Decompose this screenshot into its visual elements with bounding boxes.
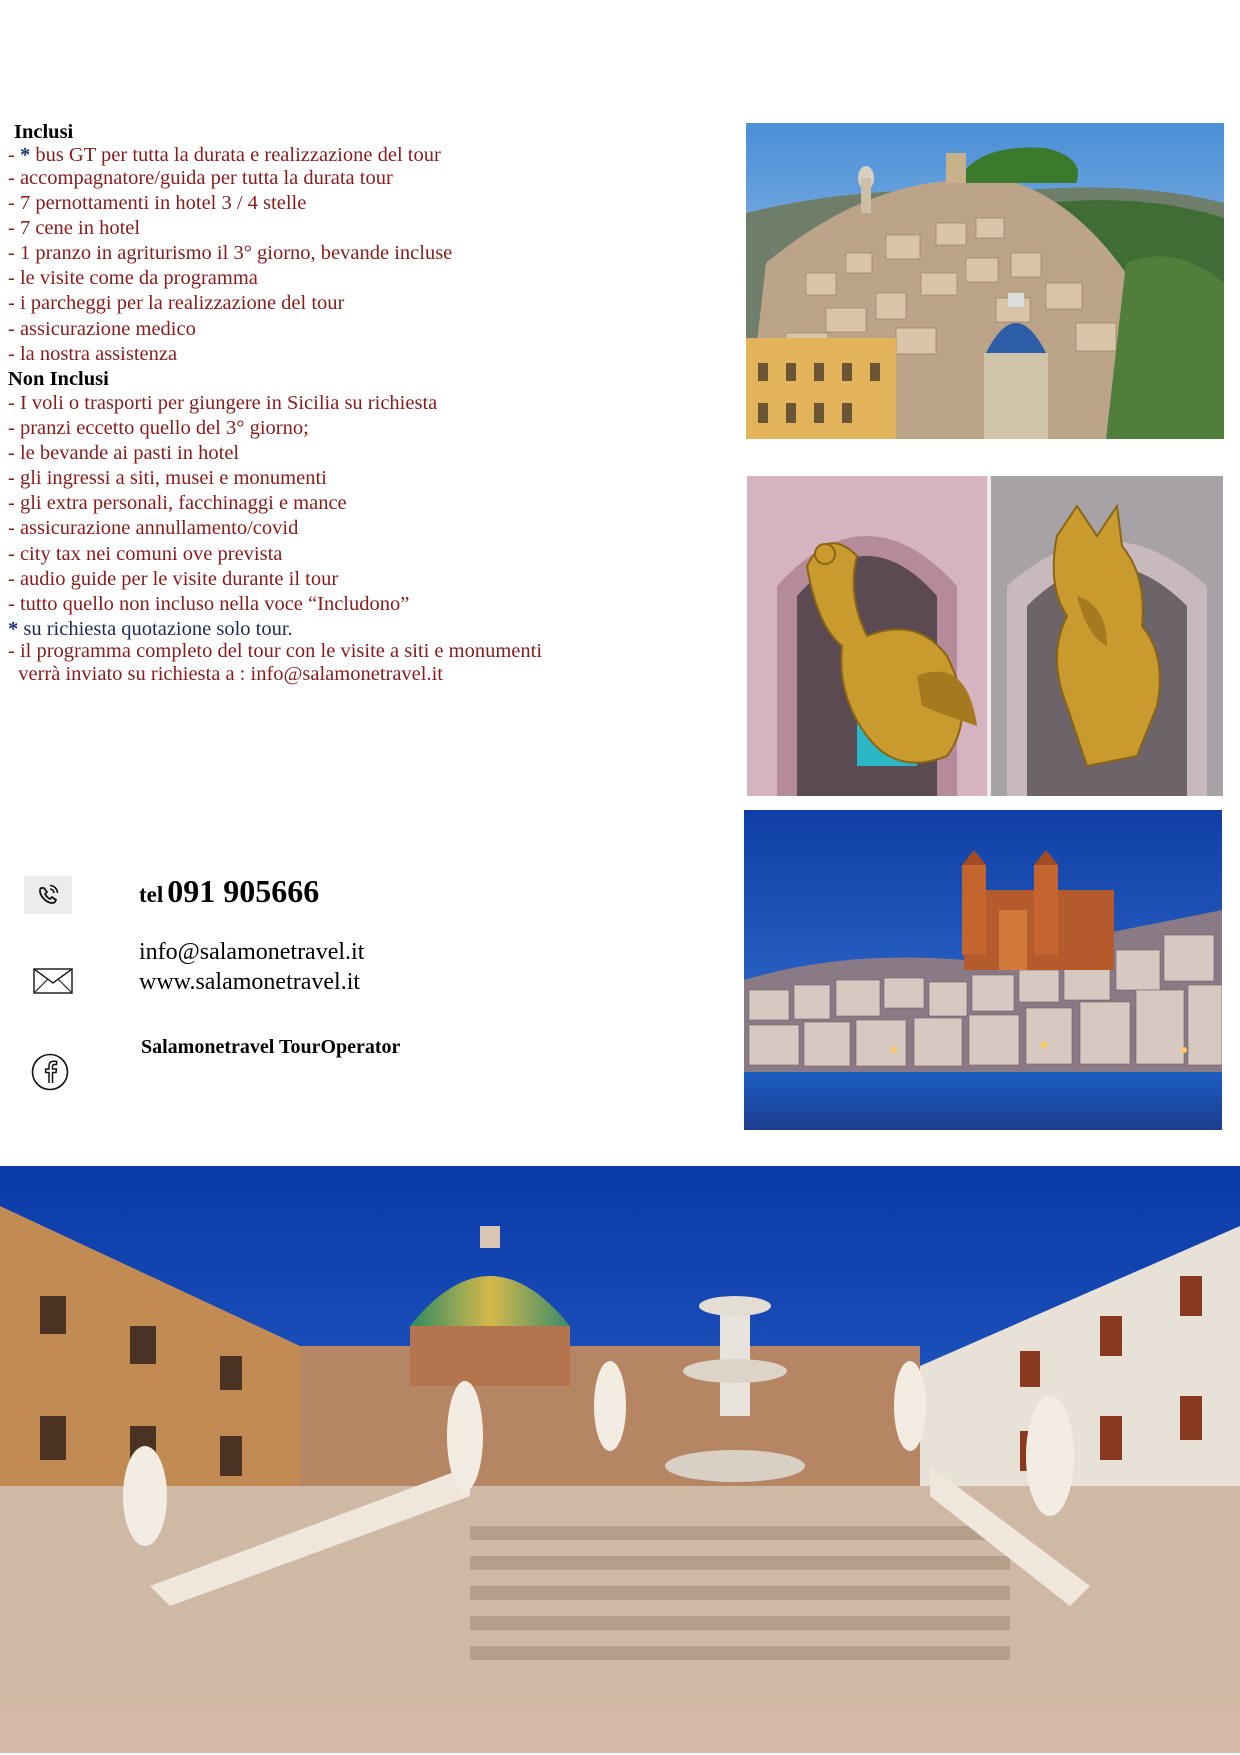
program-note-line2: verrà inviato su richiesta a : info@salamonetravel.it <box>8 663 443 685</box>
list-item: - assicurazione annullamento/covid <box>8 517 299 540</box>
star-marker: * <box>19 144 31 166</box>
phone-line <box>139 873 319 910</box>
email-link[interactable]: info@salamonetravel.it <box>139 939 365 965</box>
phone-icon <box>24 876 72 914</box>
list-item: - gli ingressi a siti, musei e monumenti <box>8 467 327 490</box>
list-item: - assicurazione medico <box>8 317 196 340</box>
inclusi-item-bus <box>8 143 441 168</box>
tel-number[interactable]: 091 905666 <box>167 873 320 909</box>
list-item: - tutto quello non incluso nella voce “Includono” <box>8 592 410 615</box>
non-inclusi-list <box>8 391 437 617</box>
list-item: - 7 pernottamenti in hotel 3 / 4 stelle <box>8 192 307 215</box>
star-marker: * <box>8 618 19 640</box>
list-item: - le visite come da programma <box>8 267 258 290</box>
photo-hilltown <box>746 123 1224 439</box>
list-item: - audio guide per le visite durante il tour <box>8 567 339 590</box>
list-item: - 1 pranzo in agriturismo il 3° giorno, bevande incluse <box>8 242 453 265</box>
website-link[interactable]: www.salamonetravel.it <box>139 969 361 995</box>
inclusi-list <box>8 166 452 367</box>
inclusi-item-bus-text: bus GT per tutta la durata e realizzazione del tour <box>30 144 441 166</box>
tel-label: tel <box>139 882 164 907</box>
list-item: - le bevande ai pasti in hotel <box>8 442 240 465</box>
inclusi-item-prefix: - <box>8 144 20 166</box>
list-item: - city tax nei comuni ove prevista <box>8 542 283 565</box>
list-item: - i parcheggi per la realizzazione del tour <box>8 292 345 315</box>
facebook-page-name[interactable]: Salamonetravel TourOperator <box>141 1036 401 1058</box>
list-item: - la nostra assistenza <box>8 342 178 365</box>
inclusi-heading: Inclusi <box>14 121 74 143</box>
photo-seaside-town <box>744 810 1222 1130</box>
quote-note-text: su richiesta quotazione solo tour. <box>18 618 293 640</box>
list-item: - I voli o trasporti per giungere in Sicilia su richiesta <box>8 392 438 414</box>
list-item: - gli extra personali, facchinaggi e mance <box>8 492 347 515</box>
list-item: - pranzi eccetto quello del 3° giorno; <box>8 417 309 440</box>
program-note-line1: - il programma completo del tour con le visite a siti e monumenti <box>8 640 543 662</box>
photo-golden-statues <box>747 476 1223 796</box>
photo-fountain-square <box>0 1166 1240 1753</box>
non-inclusi-heading: Non Inclusi <box>8 368 109 390</box>
list-item: - 7 cene in hotel <box>8 217 141 240</box>
envelope-icon <box>32 966 74 996</box>
list-item: - accompagnatore/guida per tutta la durata tour <box>8 167 393 189</box>
facebook-icon[interactable] <box>31 1053 69 1091</box>
